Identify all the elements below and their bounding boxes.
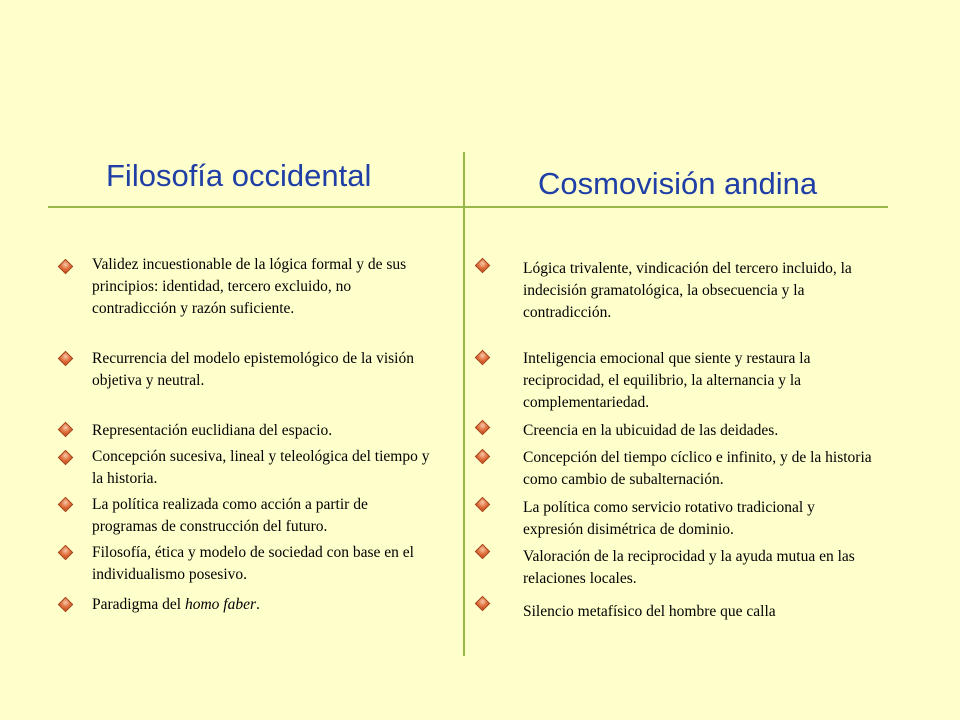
left-item-text: Concepción sucesiva, lineal y teleológica del tiempo y la historia. [92, 448, 430, 487]
right-item-text: Creencia en la ubicuidad de las deidades. [523, 422, 779, 439]
homo-faber-suffix: . [256, 596, 260, 613]
right-item-text: Inteligencia emocional que siente y restaura la reciprocidad, el equilibrio, la alternancia y la complementariedad. [523, 350, 811, 411]
diamond-bullet-icon [475, 449, 491, 465]
left-item-text: Representación euclidiana del espacio. [92, 422, 333, 439]
left-item-text: Recurrencia del modelo epistemológico de la visión objetiva y neutral. [92, 350, 414, 389]
left-column-title: Filosofía occidental [106, 158, 372, 193]
right-item-text: Valoración de la reciprocidad y la ayuda mutua en las relaciones locales. [523, 548, 855, 587]
right-item-text: Lógica trivalente, vindicación del tercero incluido, la indecisión gramatológica, la obsecuencia y la contradicción. [523, 260, 852, 321]
diamond-bullet-icon [58, 351, 74, 367]
diamond-bullet-icon [475, 350, 491, 366]
left-item-text: Filosofía, ética y modelo de sociedad con base en el individualismo posesivo. [92, 544, 414, 583]
diamond-bullet-icon [58, 450, 74, 466]
right-item-text: La política como servicio rotativo tradicional y expresión disimétrica de dominio. [523, 499, 815, 538]
diamond-bullet-icon [475, 420, 491, 436]
right-item-text: Concepción del tiempo cíclico e infinito, y de la historia como cambio de subalternación. [523, 449, 872, 488]
homo-faber-emphasis: homo faber [184, 596, 257, 613]
left-item-text: La política realizada como acción a partir de programas de construcción del futuro. [92, 496, 368, 535]
diamond-bullet-icon [58, 545, 74, 561]
right-column-title: Cosmovisión andina [538, 166, 818, 201]
diamond-bullet-icon [475, 544, 491, 560]
vertical-divider [463, 152, 465, 656]
diamond-bullet-icon [475, 596, 491, 612]
diamond-bullet-icon [475, 497, 491, 513]
right-item-text: Silencio metafísico del hombre que calla [523, 603, 776, 620]
diamond-bullet-icon [475, 258, 491, 274]
diamond-bullet-icon [58, 497, 74, 513]
diamond-bullet-icon [58, 259, 74, 275]
left-item-text [92, 594, 432, 616]
horizontal-divider [48, 206, 888, 208]
homo-faber-prefix: Paradigma del [92, 596, 185, 613]
left-item-text: Validez incuestionable de la lógica formal y de sus principios: identidad, tercero excluido, no contradicción y razón suficiente. [92, 256, 407, 317]
diamond-bullet-icon [58, 422, 74, 438]
diamond-bullet-icon [58, 597, 74, 613]
